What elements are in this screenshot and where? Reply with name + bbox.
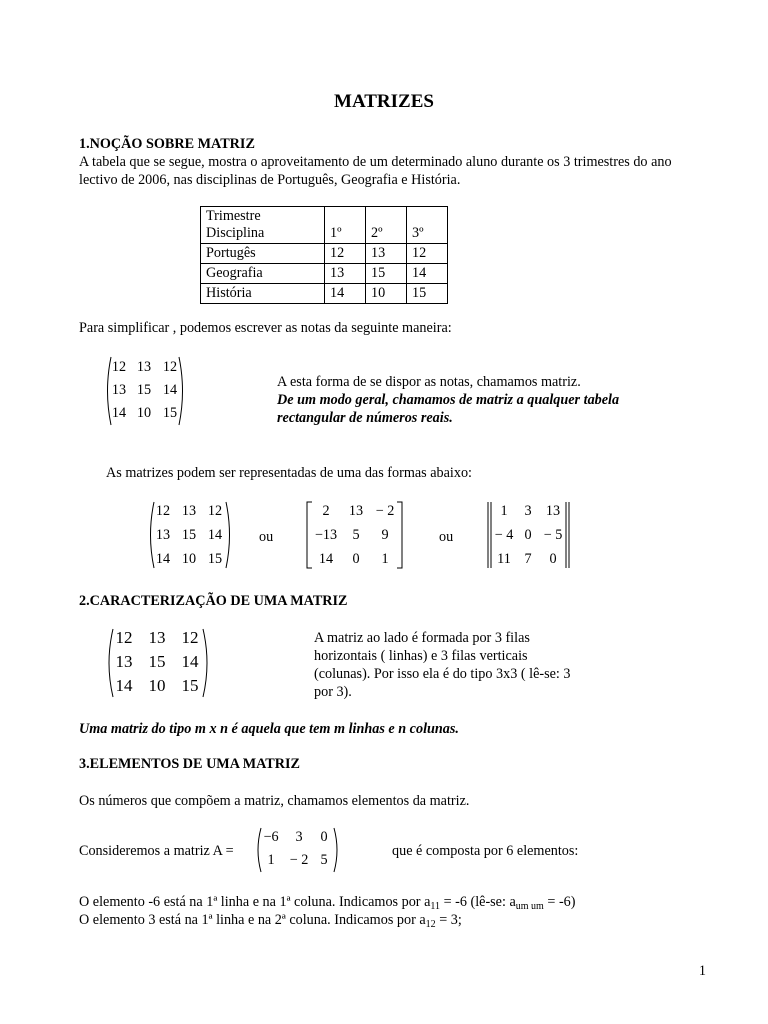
matrix-element: 13 (545, 503, 561, 519)
matrix-element: 15 (148, 652, 166, 671)
matrix-element: 14 (318, 551, 334, 567)
or-label: ou (259, 529, 274, 545)
matrix-element: − 4 (494, 527, 514, 543)
matrix-element: 13 (115, 652, 133, 671)
corner-top-label: Trimestre (206, 208, 261, 224)
matrix-element: 13 (136, 359, 152, 375)
subscript: 12 (425, 919, 436, 930)
table-cell: 13 (325, 264, 366, 284)
consider-text: Consideremos a matriz A = (79, 843, 234, 859)
section-2-heading: 2.CARACTERIZAÇÃO DE UMA MATRIZ (79, 593, 348, 609)
table-cell: 12 (325, 244, 366, 264)
intro-line-1: A tabela que se segue, mostra o aproveitamento de um determinado aluno durante os 3 trimestres do ano (79, 154, 672, 170)
element-line-2-text: = 3; (435, 912, 462, 928)
matrix-element: 10 (181, 551, 197, 567)
row-label: Geografia (201, 264, 325, 284)
matrix-element: 5 (320, 852, 328, 868)
matrix-element: 13 (181, 503, 197, 519)
matrix-definition-line-1: De um modo geral, chamamos de matriz a qualquer tabela (277, 392, 620, 408)
matrix-element: 2 (322, 503, 330, 519)
table-cell: 15 (407, 284, 448, 304)
matrix-element: −13 (314, 527, 338, 543)
matrix-definition-line-2: rectangular de números reais. (277, 410, 453, 426)
matrix-element: 10 (136, 405, 152, 421)
subscript: um um (515, 901, 544, 912)
corner-cell (201, 207, 325, 244)
element-line-1 (79, 893, 575, 913)
matrix-element: − 2 (375, 503, 395, 519)
matrix-element: 15 (181, 527, 197, 543)
matrix-element: 12 (181, 628, 199, 647)
element-line-1-text: = -6 (lê-se: a (440, 894, 516, 910)
matrix-element: 0 (352, 551, 360, 567)
matrix-element: −6 (263, 829, 279, 845)
matrix-element: 10 (148, 676, 166, 695)
matrix-element: 14 (181, 652, 199, 671)
matrix-element: 12 (115, 628, 133, 647)
table-cell: 14 (407, 264, 448, 284)
matrix-element: 1 (381, 551, 389, 567)
matrix-element: 14 (115, 676, 133, 695)
column-header: 2º (366, 207, 407, 244)
or-label: ou (439, 529, 454, 545)
matrix-element: 12 (111, 359, 127, 375)
table-cell: 12 (407, 244, 448, 264)
table-cell: 10 (366, 284, 407, 304)
corner-bottom-label: Disciplina (206, 225, 265, 241)
table-cell: 14 (325, 284, 366, 304)
section-1-heading: 1.NOÇÃO SOBRE MATRIZ (79, 136, 255, 152)
table-cell: 13 (366, 244, 407, 264)
characterization-line-3: (colunas). Por isso ela é do tipo 3x3 ( lê-se: 3 (314, 666, 571, 682)
matrix-element: 15 (136, 382, 152, 398)
element-line-2 (79, 911, 462, 931)
matrix-element: 15 (181, 676, 199, 695)
element-line-1-text: O elemento -6 está na 1ª linha e na 1ª coluna. Indicamos por a (79, 894, 431, 910)
matrix-element: 3 (524, 503, 532, 519)
page-title: MATRIZES (334, 91, 434, 112)
matrix-element: 1 (267, 852, 275, 868)
table-row (201, 264, 448, 284)
matrix-element: 14 (155, 551, 171, 567)
forms-intro: As matrizes podem ser representadas de uma das formas abaixo: (106, 465, 472, 481)
matrix-description: A esta forma de se dispor as notas, chamamos matriz. (277, 374, 581, 390)
element-line-2-text: O elemento 3 está na 1ª linha e na 2ª coluna. Indicamos por a (79, 912, 426, 928)
subscript: 11 (430, 901, 441, 912)
matrix-element: 14 (111, 405, 127, 421)
matrix-element: 12 (207, 503, 223, 519)
matrix-type-rule: Uma matriz do tipo m x n é aquela que tem m linhas e n colunas. (79, 721, 459, 737)
matrix-element: 14 (207, 527, 223, 543)
matrix-element: 13 (155, 527, 171, 543)
section-3-heading: 3.ELEMENTOS DE UMA MATRIZ (79, 756, 300, 772)
matrix-element: − 2 (289, 852, 309, 868)
matrix-element: 14 (162, 382, 178, 398)
matrix-element: − 5 (543, 527, 563, 543)
matrix-element: 13 (111, 382, 127, 398)
matrix-element: 15 (162, 405, 178, 421)
column-header: 1º (325, 207, 366, 244)
matrix-element: 12 (155, 503, 171, 519)
matrix-element: 9 (381, 527, 389, 543)
table-row (201, 284, 448, 304)
matrix-element: 0 (524, 527, 532, 543)
characterization-line-4: por 3). (314, 684, 352, 700)
page-number: 1 (698, 963, 706, 979)
matrix-element: 15 (207, 551, 223, 567)
composed-text: que é composta por 6 elementos: (392, 843, 579, 859)
characterization-line-2: horizontais ( linhas) e 3 filas verticais (314, 648, 528, 664)
matrix-element: 0 (320, 829, 328, 845)
matrix-element: 13 (148, 628, 166, 647)
column-header: 3º (407, 207, 448, 244)
table-header-row (201, 207, 448, 244)
intro-line-2: lectivo de 2006, nas disciplinas de Português, Geografia e História. (79, 172, 461, 188)
simplify-text: Para simplificar , podemos escrever as notas da seguinte maneira: (79, 320, 452, 336)
matrix-element: 0 (549, 551, 557, 567)
matrix-element: 13 (348, 503, 364, 519)
elements-intro: Os números que compõem a matriz, chamamos elementos da matriz. (79, 793, 470, 809)
table-cell: 15 (366, 264, 407, 284)
matrix-element: 11 (497, 551, 511, 567)
matrix-element: 7 (524, 551, 532, 567)
grades-table (200, 206, 448, 304)
matrix-element: 5 (352, 527, 360, 543)
row-label: História (201, 284, 325, 304)
row-label: Portugês (201, 244, 325, 264)
element-line-1-text: = -6) (543, 894, 576, 910)
table-row (201, 244, 448, 264)
matrix-element: 1 (500, 503, 508, 519)
matrix-element: 12 (162, 359, 178, 375)
characterization-line-1: A matriz ao lado é formada por 3 filas (314, 630, 530, 646)
matrix-element: 3 (295, 829, 303, 845)
